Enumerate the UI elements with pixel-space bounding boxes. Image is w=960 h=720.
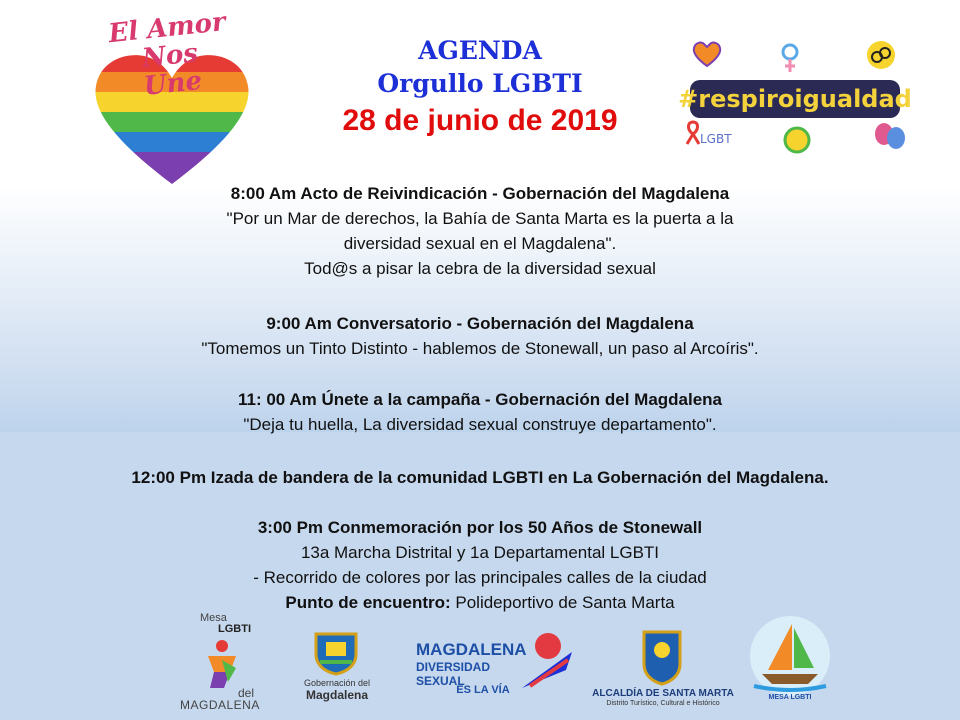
event-1-line-2: diversidad sexual en el Magdalena". [343,234,617,253]
mesa-sm-line1: MESA LGBTI [768,694,812,701]
page-subtitle: Orgullo LGBTI [377,69,583,98]
mesa-figure-icon [202,638,242,690]
alcaldia-shield-icon [640,624,684,686]
mesa-lgbti-santa-marta-logo [748,614,832,708]
magdalena-diversidad-logo [414,630,574,706]
coat-of-arms-icon [312,626,360,676]
sailboat-icon [748,614,832,698]
lgbt-small-label: LGBT [700,132,732,146]
hashtag-text: #respiroigualdad [678,85,912,113]
event-3-heading: 11: 00 Am Únete a la campaña - Gobernación del Magdalena [237,390,723,409]
meeting-label: Punto de encuentro: [285,593,451,612]
gender-symbol-icon [778,40,802,74]
event-5-heading: 3:00 Pm Conmemoración por los 50 Años de Stonewall [257,518,703,537]
event-date: 28 de junio de 2019 [342,104,618,137]
gobernacion-line2: Magdalena [305,688,368,702]
event-4 [0,465,960,490]
mesa-logo-line2: LGBTI [218,623,251,635]
mesa-logo-line4: MAGDALENA [180,698,260,712]
mesa-lgbti-magdalena-logo [180,612,270,712]
gobernacion-line1: Gobernación del [303,678,371,688]
heart-logo-line1: El Amor Nos [107,7,228,74]
mesa-logo-line3: del [238,686,255,700]
diversidad-line1: MAGDALENA [416,640,527,659]
diversidad-line3: ES LA VÍA [456,684,510,696]
event-1 [0,181,960,281]
meeting-value: Polideportivo de Santa Marta [450,593,675,612]
rainbow-bubble-icon [782,126,812,154]
event-5-line-1: 13a Marcha Distrital y 1a Departamental LGBTI [300,543,660,562]
event-1-heading: 8:00 Am Acto de Reivindicación - Gobernación del Magdalena [230,184,730,203]
heart-logo-line2: Une [142,65,204,102]
event-2-line-1: "Tomemos un Tinto Distinto - hablemos de Stonewall, un paso al Arcoíris". [201,339,759,358]
page-title: AGENDA [418,36,542,65]
diversidad-line2: DIVERSIDAD SEXUAL [416,660,491,688]
header [290,34,670,142]
event-3-line-1: "Deja tu huella, La diversidad sexual construye departamento". [243,415,717,434]
event-5-line-2: - Recorrido de colores por las principales calles de la ciudad [253,568,707,587]
hashtag-badge [678,80,912,118]
mesa-logo-line1: Mesa [200,612,227,624]
event-1-line-1: "Por un Mar de derechos, la Bahía de Santa Marta es la puerta a la [226,209,734,228]
event-5 [0,515,960,615]
event-2-heading: 9:00 Am Conversatorio - Gobernación del Magdalena [266,314,694,333]
event-3 [0,387,960,437]
rainbow-heart-small-icon [692,40,722,68]
alcaldia-line1: ALCALDÍA DE SANTA MARTA [592,688,734,699]
event-2 [0,311,960,361]
event-1-line-3: Tod@s a pisar la cebra de la diversidad sexual [304,259,656,278]
event-4-heading: 12:00 Pm Izada de bandera de la comunidad LGBTI en La Gobernación del Magdalena. [131,468,829,487]
balloons-icon [872,118,908,158]
alcaldia-santa-marta-logo [590,624,736,710]
event-5-meeting [0,590,960,615]
gobernacion-logo [296,626,378,706]
alcaldia-line2: Distrito Turístico, Cultural e Histórico [606,700,720,707]
pride-symbol-icon [866,40,896,70]
